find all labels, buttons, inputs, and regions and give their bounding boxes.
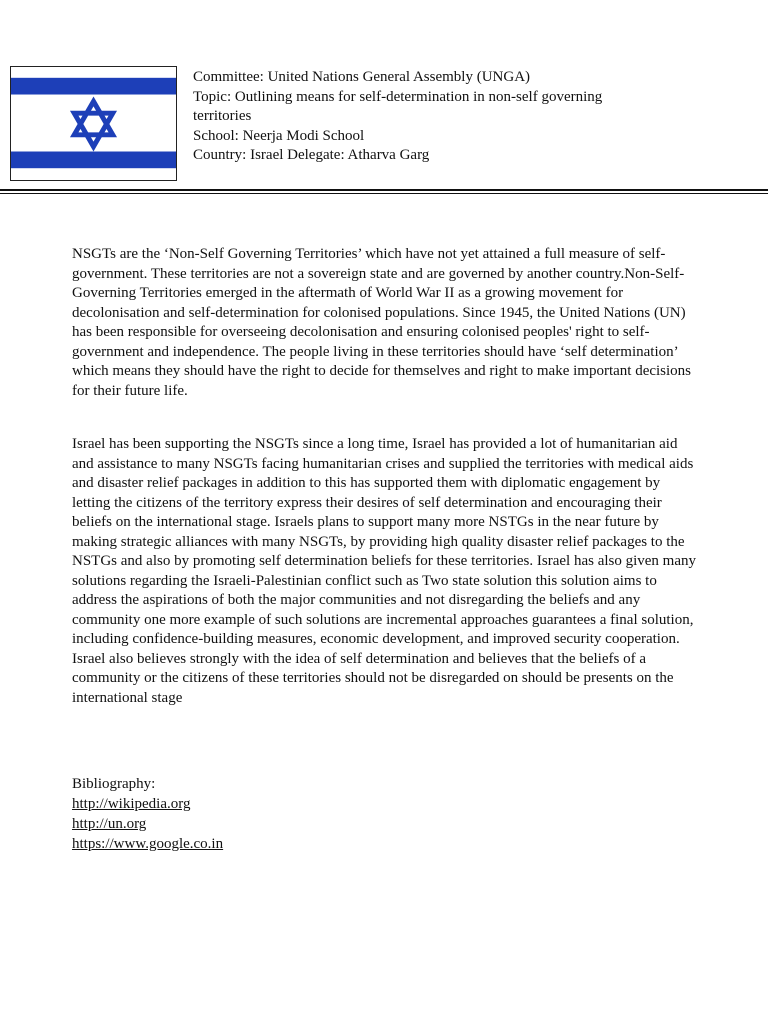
body-paragraph-israel-position: Israel has been supporting the NSGTs since a long time, Israel has provided a lot of humanitarian aid and assistance to many NSGTs facing humanitarian crises and supplied the territories with medical aids and disaster relief packages in addition to this has supported them with diplomatic engagement by letting the citizens of the territory express their desires of self determination and encouraging their beliefs on the international stage. Israels plans to support many more NSTGs in the near future by making strategic alliances with many NSGTs, by providing high quality disaster relief packages to the NSTGs and also by promoting self determination beliefs for these territories. Israel has also given many solutions regarding the Israeli-Palestinian conflict such as Two state solution this solution aims to address the aspirations of both the major communities and not disregarding the beliefs and any community one more example of such solutions are incremental approaches guarantees a final solution, including confidence-building measures, economic development, and improved security cooperation. Israel also believes strongly with the idea of self determination and believes that the beliefs of a community or the citizens of these territories should not be disregarded on should be presents on the international stage xyxy=(72,436,697,706)
topic-line: Topic: Outlining means for self-determination in non-self governing xyxy=(193,88,603,105)
committee-line: Committee: United Nations General Assembly (UNGA) xyxy=(193,69,531,85)
bibliography xyxy=(72,774,223,854)
bibliography-heading: Bibliography: xyxy=(72,776,156,792)
school-line: School: Neerja Modi School xyxy=(193,127,365,144)
bibliography-link-google[interactable]: https://www.google.co.in xyxy=(72,836,224,852)
israel-flag xyxy=(10,66,177,181)
header-info xyxy=(193,68,713,166)
header-divider-thick xyxy=(0,189,768,191)
bibliography-link-wikipedia[interactable]: http://wikipedia.org xyxy=(72,796,191,812)
header-divider-thin xyxy=(0,193,768,194)
bibliography-link-un[interactable]: http://un.org xyxy=(72,816,147,832)
country-delegate-line: Country: Israel Delegate: Atharva Garg xyxy=(193,147,430,164)
body-paragraph-nsgt-definition: NSGTs are the ‘Non-Self Governing Territories’ which have not yet attained a full measure of self-government. These territories are not a sovereign state and are governed by another country.Non-Self-Governing Territories emerged in the aftermath of World War II as a growing movement for decolonisation and self-determination for colonised populations. Since 1945, the United Nations (UN) has been responsible for overseeing decolonisation and ensuring colonised peoples' right to self-government and independence. The people living in these territories should have ‘self determination’ which means they should have the right to decide for themselves and right to make important decisions for their future life. xyxy=(72,246,692,399)
topic-line-continued: territories xyxy=(193,108,252,125)
flag-graphic xyxy=(11,67,176,180)
flag-top-stripe xyxy=(11,78,176,95)
flag-bottom-stripe xyxy=(11,152,176,169)
